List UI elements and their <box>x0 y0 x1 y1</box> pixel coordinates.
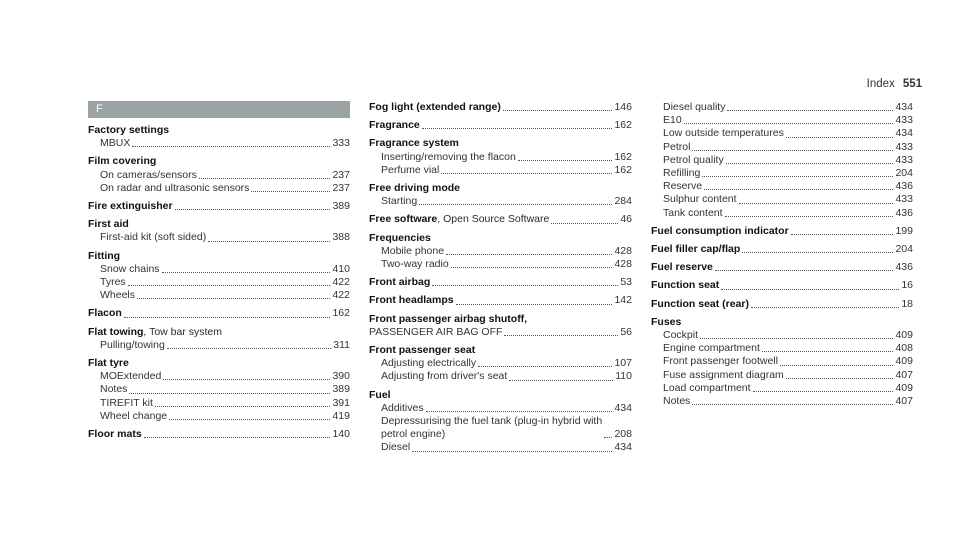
entry-title <box>369 182 460 195</box>
index-subentry[interactable] <box>88 370 350 383</box>
index-entry-main[interactable] <box>651 225 913 238</box>
entry-title <box>369 213 549 226</box>
dot-leader <box>726 163 894 164</box>
dot-leader <box>155 406 331 407</box>
subentry-text: MBUX <box>100 137 131 150</box>
subentry-text: Load compartment <box>663 381 751 394</box>
entry-title-text: Function seat <box>651 279 720 292</box>
subentry-text: Adjusting from driver's seat <box>381 370 508 383</box>
index-subentry[interactable] <box>651 141 913 154</box>
index-entry <box>369 213 632 226</box>
subentry-text: On radar and ultrasonic sensors <box>100 181 250 194</box>
dot-leader <box>456 304 613 305</box>
entry-title-text: Fragrance <box>369 119 420 132</box>
entry-title-text: Flacon <box>88 307 122 320</box>
page-ref[interactable]: 408 <box>895 342 913 355</box>
page-ref[interactable]: 311 <box>333 338 350 351</box>
header-title: Index <box>866 78 895 90</box>
subentry-text: Fuse assignment diagram <box>663 368 784 381</box>
index-subentry[interactable] <box>88 339 350 352</box>
index-entry-main[interactable] <box>369 119 632 132</box>
index-column-3 <box>651 101 913 413</box>
index-entry-main[interactable] <box>369 101 632 114</box>
index-entry-main <box>369 182 632 195</box>
entry-title-text: First aid <box>88 218 129 231</box>
index-entry-main[interactable] <box>369 213 632 226</box>
section-letter: F <box>96 103 103 115</box>
index-entry <box>369 313 632 339</box>
page-ref[interactable]: 107 <box>614 357 632 370</box>
page-ref[interactable]: 18 <box>901 297 913 310</box>
dot-leader <box>762 351 894 352</box>
subentry-text: Diesel quality <box>663 101 726 113</box>
subentry-text: Notes <box>663 395 691 408</box>
index-subentry[interactable] <box>651 180 913 193</box>
subentry-text: Tyres <box>100 276 126 289</box>
page-ref[interactable]: 433 <box>895 140 913 153</box>
subentry-text: Cockpit <box>663 329 699 342</box>
index-subentry[interactable] <box>88 276 350 289</box>
dot-leader <box>503 110 613 111</box>
dot-leader <box>551 223 618 224</box>
index-entry-main <box>651 316 913 329</box>
index-entry <box>88 307 350 320</box>
entry-title-text: Front headlamps <box>369 294 454 307</box>
index-subentry[interactable] <box>369 151 632 164</box>
page-ref[interactable]: 391 <box>332 396 350 409</box>
subentry-text: Depressurising the fuel tank (plug-in hybrid with petrol engine) <box>381 415 603 441</box>
entry-title-text: Fuel <box>369 388 391 401</box>
index-entry <box>651 261 913 274</box>
page-ref[interactable]: 428 <box>614 244 632 257</box>
page-ref[interactable]: 237 <box>332 181 350 194</box>
index-subentry[interactable] <box>88 410 350 423</box>
dot-leader <box>509 380 613 381</box>
page-ref[interactable]: 162 <box>614 119 632 132</box>
subentry-text: Two-way radio <box>381 258 449 271</box>
entry-title <box>88 155 156 168</box>
page-ref[interactable]: 53 <box>620 276 632 289</box>
dot-leader <box>791 234 894 235</box>
page-ref[interactable]: 433 <box>895 193 913 206</box>
index-subentry[interactable] <box>651 369 913 382</box>
index-subentry[interactable] <box>369 258 632 271</box>
dot-leader <box>451 267 613 268</box>
page-ref[interactable]: 46 <box>620 213 632 226</box>
page-ref[interactable]: 434 <box>895 127 913 140</box>
index-subentry[interactable] <box>369 164 632 177</box>
subentry-text: E10 <box>663 114 682 127</box>
index-entry <box>369 182 632 208</box>
entry-title-qualifier: , Tow bar system <box>143 325 223 338</box>
entry-title-text: Front passenger seat <box>369 344 476 357</box>
index-entry-main[interactable] <box>88 200 350 213</box>
entry-title-text: Factory settings <box>88 124 170 136</box>
index-subentry[interactable] <box>651 395 913 408</box>
page-ref[interactable]: 208 <box>614 428 632 441</box>
entry-title-text: Fragrance system <box>369 137 459 150</box>
dot-leader <box>684 123 894 124</box>
index-entry-main <box>369 137 632 150</box>
dot-leader <box>739 203 894 204</box>
subentry-text: Sulphur content <box>663 193 737 206</box>
entry-title <box>88 250 120 263</box>
dot-leader <box>727 110 893 111</box>
dot-leader <box>742 252 893 253</box>
page-ref[interactable]: 436 <box>895 180 913 193</box>
entry-title-text: Fitting <box>88 249 121 262</box>
dot-leader <box>208 241 330 242</box>
dot-leader <box>162 272 331 273</box>
index-subentry[interactable] <box>369 415 632 441</box>
dot-leader <box>478 366 612 367</box>
subentry-text: PASSENGER AIR BAG OFF <box>369 325 503 338</box>
index-entry <box>88 218 350 244</box>
page-number: 551 <box>902 78 922 90</box>
entry-title-text: Flat tyre <box>88 357 129 370</box>
page-ref[interactable]: 410 <box>332 262 350 275</box>
entry-title <box>88 124 169 137</box>
entry-title <box>651 316 681 329</box>
index-subentry[interactable] <box>369 326 632 339</box>
subentry-text: Low outside temperatures <box>663 127 784 140</box>
page-ref[interactable]: 199 <box>895 224 913 237</box>
page-ref[interactable]: 434 <box>614 401 632 414</box>
dot-leader <box>169 419 330 420</box>
index-entry-main[interactable] <box>88 307 350 320</box>
index-entry <box>651 225 913 238</box>
entry-title <box>369 294 454 307</box>
entry-title <box>88 200 173 213</box>
entry-title <box>651 298 749 311</box>
dot-leader <box>163 379 330 380</box>
entry-title <box>369 137 459 150</box>
index-entry <box>651 243 913 256</box>
page-ref[interactable]: 333 <box>332 137 350 150</box>
dot-leader <box>412 451 612 452</box>
dot-leader <box>753 391 894 392</box>
dot-leader <box>441 173 612 174</box>
entry-title <box>651 261 713 274</box>
index-entry <box>369 119 632 132</box>
index-subentry[interactable] <box>88 383 350 396</box>
entry-title-text: Fuel reserve <box>651 261 713 274</box>
index-subentry[interactable] <box>651 329 913 342</box>
index-entry <box>369 232 632 272</box>
subentry-text: On cameras/sensors <box>100 168 197 181</box>
dot-leader <box>704 189 893 190</box>
subentry-text: MOExtended <box>100 370 162 383</box>
entry-title-text: Floor mats <box>88 428 142 441</box>
subentry-text: Starting <box>381 195 418 208</box>
dot-leader <box>251 191 330 192</box>
index-subentry[interactable] <box>651 382 913 395</box>
dot-leader <box>518 160 613 161</box>
dot-leader <box>715 270 894 271</box>
index-subentry[interactable] <box>651 193 913 206</box>
index-entry <box>369 101 632 114</box>
entry-title-text: Fuel filler cap/flap <box>651 243 741 256</box>
page-ref[interactable]: 428 <box>614 258 632 271</box>
index-subentry[interactable] <box>651 342 913 355</box>
index-entry-main <box>88 124 350 137</box>
index-subentry[interactable] <box>88 137 350 150</box>
page-ref[interactable]: 407 <box>895 368 913 381</box>
index-entry <box>88 155 350 195</box>
index-subentry[interactable] <box>369 441 632 454</box>
entry-title-text: Fuses <box>651 315 682 328</box>
entry-title-text: Free software <box>369 213 438 226</box>
dot-leader <box>780 365 893 366</box>
subentry-text: TIREFIT kit <box>100 396 153 409</box>
index-entry-main[interactable] <box>369 294 632 307</box>
dot-leader <box>175 209 331 210</box>
entry-title-text: Front passenger airbag shutoff, <box>369 312 528 325</box>
page-ref[interactable]: 140 <box>332 428 350 441</box>
subentry-text: Adjusting electrically <box>381 357 477 370</box>
entry-title <box>651 279 719 292</box>
section-letter-bar <box>88 101 350 118</box>
index-entry-main <box>369 344 632 357</box>
index-entry-main <box>88 250 350 263</box>
page-ref[interactable]: 434 <box>895 101 913 113</box>
subentry-text: Front passenger footwell <box>663 355 778 368</box>
entry-title-text: Flat towing <box>88 325 144 338</box>
dot-leader <box>700 338 893 339</box>
page-ref[interactable]: 409 <box>895 329 913 342</box>
page-ref[interactable]: 389 <box>332 383 350 396</box>
subentry-text: Mobile phone <box>381 244 445 257</box>
dot-leader <box>132 146 330 147</box>
index-entry <box>88 326 350 352</box>
page-ref[interactable]: 162 <box>614 150 632 163</box>
index-subentry[interactable] <box>651 127 913 140</box>
index-entry-main[interactable] <box>369 276 632 289</box>
page-ref[interactable]: 436 <box>895 206 913 219</box>
index-subentry[interactable] <box>88 182 350 195</box>
dot-leader <box>128 285 331 286</box>
index-subentry[interactable] <box>369 402 632 415</box>
dot-leader <box>426 411 613 412</box>
index-column-2 <box>369 101 632 460</box>
dot-leader <box>422 128 613 129</box>
dot-leader <box>604 437 612 438</box>
subentry-text: Wheel change <box>100 409 168 422</box>
page-ref[interactable]: 56 <box>620 325 632 338</box>
index-entry <box>369 389 632 455</box>
index-entry <box>88 200 350 213</box>
page-ref[interactable]: 389 <box>332 200 350 213</box>
page-ref[interactable]: 436 <box>895 261 913 274</box>
index-entry-main[interactable] <box>651 279 913 292</box>
index-subentry[interactable] <box>369 245 632 258</box>
index-subentry[interactable] <box>88 397 350 410</box>
index-entry-main <box>88 357 350 370</box>
index-entry-main[interactable] <box>88 428 350 441</box>
index-subentry[interactable] <box>651 101 913 114</box>
index-entry-main[interactable] <box>651 298 913 311</box>
entry-title <box>369 313 527 326</box>
dot-leader <box>692 404 893 405</box>
subentry-text: Diesel <box>381 441 411 454</box>
page-ref[interactable]: 388 <box>332 231 350 244</box>
subentry-text: Wheels <box>100 289 136 302</box>
entry-title <box>651 225 789 238</box>
dot-leader <box>124 317 331 318</box>
index-subentry[interactable] <box>651 207 913 220</box>
index-subentry[interactable] <box>651 154 913 167</box>
index-entry-main <box>369 313 632 326</box>
page-ref[interactable]: 146 <box>614 101 632 113</box>
subentry-text: First-aid kit (soft sided) <box>100 231 207 244</box>
entry-title-text: Fire extinguisher <box>88 200 173 213</box>
index-subentry[interactable] <box>651 355 913 368</box>
entry-title-qualifier: , Open Source Software <box>437 213 550 226</box>
dot-leader <box>446 254 612 255</box>
subentry-text: Engine compartment <box>663 342 760 355</box>
index-entry <box>88 124 350 150</box>
dot-leader <box>432 285 618 286</box>
page-ref[interactable]: 422 <box>332 276 350 289</box>
subentry-text: Additives <box>381 401 424 414</box>
dot-leader <box>721 289 899 290</box>
entry-title-text: Function seat (rear) <box>651 297 750 310</box>
subentry-text: Petrol quality <box>663 153 724 166</box>
dot-leader <box>144 437 331 438</box>
entry-title-text: Fog light (extended range) <box>369 101 501 113</box>
entry-title <box>88 218 129 231</box>
entry-title <box>369 232 431 245</box>
subentry-text: Tank content <box>663 206 723 219</box>
dot-leader <box>725 216 894 217</box>
page-ref[interactable]: 284 <box>614 195 632 208</box>
subentry-text: Petrol <box>663 140 691 153</box>
index-entry <box>369 276 632 289</box>
index-entry <box>88 428 350 441</box>
dot-leader <box>692 150 893 151</box>
dot-leader <box>751 307 899 308</box>
index-entry <box>369 344 632 384</box>
index-entry <box>651 279 913 292</box>
index-entry <box>369 294 632 307</box>
entry-title <box>88 326 222 339</box>
page-ref[interactable]: 434 <box>614 441 632 454</box>
entry-title <box>88 357 129 370</box>
subentry-text: Perfume vial <box>381 163 440 176</box>
index-entry <box>88 357 350 423</box>
index-entry-main <box>88 155 350 168</box>
page-ref[interactable]: 162 <box>614 163 632 176</box>
index-subentry[interactable] <box>88 289 350 302</box>
index-entry <box>369 137 632 177</box>
subentry-text: Pulling/towing <box>100 338 165 351</box>
entry-title-text: Fuel consumption indicator <box>651 224 789 237</box>
index-subentry[interactable] <box>369 370 632 383</box>
index-entry <box>651 298 913 311</box>
page-ref[interactable]: 433 <box>895 153 913 166</box>
subentry-text: Refilling <box>663 167 701 180</box>
page-ref[interactable]: 390 <box>332 370 350 383</box>
page-ref[interactable]: 204 <box>895 243 913 256</box>
index-entry <box>651 316 913 408</box>
subentry-text: Snow chains <box>100 262 160 275</box>
entry-title <box>651 243 740 256</box>
entry-title <box>369 101 501 114</box>
page-ref[interactable]: 16 <box>901 279 913 292</box>
subentry-text: Inserting/removing the flacon <box>381 150 516 163</box>
page-ref[interactable]: 142 <box>614 294 632 307</box>
dot-leader <box>419 204 612 205</box>
index-subentry[interactable] <box>88 231 350 244</box>
index-subentry[interactable] <box>88 263 350 276</box>
dot-leader <box>786 137 894 138</box>
index-subentry[interactable] <box>88 169 350 182</box>
page-ref[interactable]: 204 <box>895 167 913 180</box>
page-ref[interactable]: 237 <box>332 168 350 181</box>
entry-title <box>88 428 142 441</box>
entry-title <box>369 389 391 402</box>
page-ref[interactable]: 419 <box>332 409 350 422</box>
index-entry-main <box>369 389 632 402</box>
page-ref[interactable]: 433 <box>895 114 913 127</box>
page-header <box>867 78 922 90</box>
subentry-text: Notes <box>100 383 128 396</box>
entry-title-text: Frequencies <box>369 231 431 244</box>
entry-title <box>369 119 420 132</box>
dot-leader <box>137 298 330 299</box>
entry-title <box>88 307 122 320</box>
page-ref[interactable]: 409 <box>895 381 913 394</box>
index-subentry[interactable] <box>369 357 632 370</box>
index-entry-main <box>369 232 632 245</box>
dot-leader <box>199 178 331 179</box>
dot-leader <box>504 335 618 336</box>
index-subentry[interactable] <box>651 114 913 127</box>
entry-title-text: Front airbag <box>369 276 431 289</box>
index-subentry[interactable] <box>651 167 913 180</box>
subentry-text: Reserve <box>663 180 703 193</box>
index-entry-main[interactable] <box>651 261 913 274</box>
index-column-1 <box>88 101 350 446</box>
dot-leader <box>786 378 894 379</box>
entry-title <box>369 344 475 357</box>
page-ref[interactable]: 407 <box>895 395 913 408</box>
dot-leader <box>702 176 893 177</box>
page-ref[interactable]: 409 <box>895 355 913 368</box>
index-entry <box>651 101 913 220</box>
index-subentry[interactable] <box>369 195 632 208</box>
dot-leader <box>167 348 331 349</box>
index-entry-main[interactable] <box>651 243 913 256</box>
index-entry-main <box>88 326 350 339</box>
entry-title-text: Free driving mode <box>369 182 461 195</box>
dot-leader <box>129 393 330 394</box>
page-ref[interactable]: 110 <box>615 370 632 383</box>
entry-title-text: Film covering <box>88 155 157 168</box>
index-entry <box>88 250 350 303</box>
index-entry-main <box>88 218 350 231</box>
page-ref[interactable]: 422 <box>332 289 350 302</box>
page-ref[interactable]: 162 <box>332 307 350 320</box>
entry-title <box>369 276 430 289</box>
